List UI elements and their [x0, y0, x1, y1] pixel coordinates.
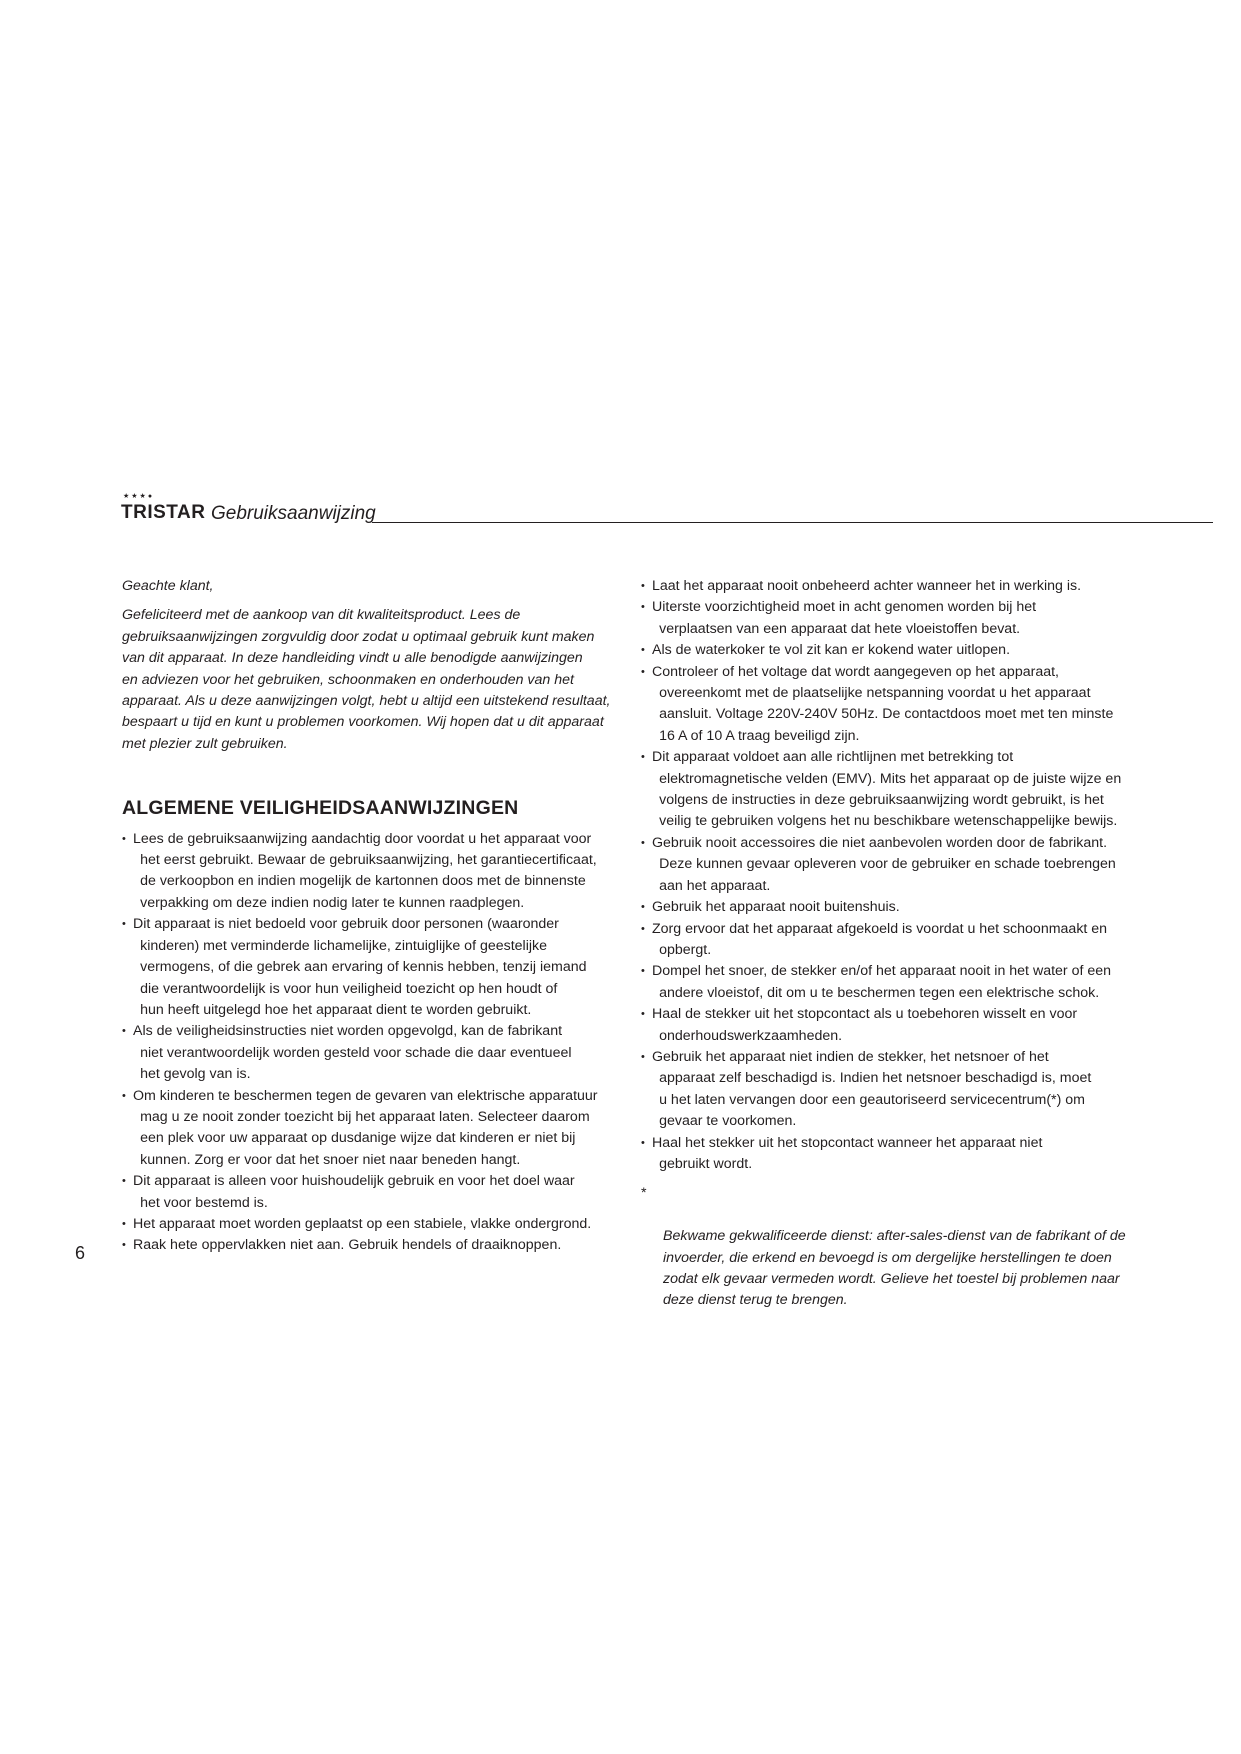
footnote-text: Bekwame gekwalificeerde dienst: after-sales-dienst van de fabrikant of de invoerder, die erkend en bevoegd is om dergelijke herstellingen te doen zodat elk gevaar vermeden wordt. Gelieve het toestel bij problemen naar deze dienst terug te brengen. — [663, 1228, 1126, 1309]
footnote — [641, 1183, 1211, 1311]
bullet-text: • Dompel het snoer, de stekker en/of het apparaat nooit in het water of een andere vloeistof, dit om u te beschermen tegen een elektrische schok. — [652, 963, 1112, 1001]
bullet-item — [122, 1214, 622, 1235]
bullet-text: • Uiterste voorzichtigheid moet in acht genomen worden bij het verplaatsen van een apparaat dat hete vloeistoffen bevat. — [652, 599, 1037, 637]
intro-paragraph: Gefeliciteerd met de aankoop van dit kwaliteitsproduct. Lees de gebruiksaanwijzingen zorgvuldig door zodat u optimaal gebruik kunt maken van dit apparaat. In deze handleiding vindt u alle benodigde aanwijzingen en adviezen voor het gebruiken, schoonmaken en onderhouden van het apparaat. Als u deze aanwijzingen volgt, hebt u altijd een uitstekend resultaat, bespaart u tijd en kunt u problemen voorkomen. Wij hopen dat u dit apparaat met plezier zult gebruiken. — [122, 607, 611, 752]
bullet-text: • Controleer of het voltage dat wordt aangegeven op het apparaat, overeenkomt met de plaatselijke netspanning voordat u het apparaat aansluit. Voltage 220V-240V 50Hz. De contactdoos moet met ten minste 16 A of 10 A traag beveiligd zijn. — [652, 663, 1114, 744]
bullet-item — [122, 1021, 622, 1085]
bullet-item — [122, 829, 622, 915]
bullet-text: • Gebruik nooit accessoires die niet aanbevolen worden door de fabrikant. Deze kunnen gevaar opleveren voor de gebruiker en schade toebrengen aan het apparaat. — [652, 834, 1116, 894]
greeting: Geachte klant, — [122, 578, 214, 594]
bullet-item — [641, 747, 1211, 833]
footnote-marker: * — [641, 1185, 647, 1202]
bullet-item — [641, 961, 1211, 1004]
right-bullet-list — [641, 576, 1211, 1175]
bullet-text: • Raak hete oppervlakken niet aan. Gebruik hendels of draaiknoppen. — [133, 1237, 562, 1254]
bullet-item — [641, 640, 1211, 661]
bullet-item — [122, 1235, 622, 1256]
bullet-item — [641, 919, 1211, 962]
bullet-item — [122, 1171, 622, 1214]
bullet-item — [641, 1133, 1211, 1176]
bullet-text: • Dit apparaat is niet bedoeld voor gebruik door personen (waaronder kinderen) met verminderde lichamelijke, zintuiglijke of geestelijke vermogens, of die gebrek aan ervaring of kennis hebben, tenzij iemand die verantwoordelijk is voor hun veiligheid toezicht op hen houdt of hun heeft uitgelegd hoe het apparaat dient te worden gebruikt. — [133, 916, 587, 1018]
bullet-text: • Gebruik het apparaat niet indien de stekker, het netsnoer of het apparaat zelf beschadigd is. Indien het netsnoer beschadigd is, moet u het laten vervangen door een geautoriseerd servicecentrum(*) om gevaar te voorkomen. — [652, 1048, 1092, 1130]
bullet-item — [641, 662, 1211, 748]
bullet-text: • Lees de gebruiksaanwijzing aandachtig door voordat u het apparaat voor het eerst gebruikt. Bewaar de gebruiksaanwijzing, het garantiecertificaat, de verkoopbon en indien mogelijk de kartonnen doos met de binnenste verpakking om deze indien nodig later te kunnen raadplegen. — [133, 830, 597, 911]
bullet-text: • Het apparaat moet worden geplaatst op een stabiele, vlakke ondergrond. — [133, 1215, 592, 1232]
bullet-text: • Dit apparaat voldoet aan alle richtlijnen met betrekking tot elektromagnetische velden (EMV). Mits het apparaat op de juiste wijze en volgens de instructies in deze gebruiksaanwijzing wordt gebruikt, is het veilig te gebruiken volgens het nu beschikbare wetenschappelijke bewijs. — [652, 749, 1122, 830]
bullet-text: • Laat het apparaat nooit onbeheerd achter wanneer het in werking is. — [652, 578, 1082, 594]
header-rule — [372, 522, 1213, 523]
section-title: ALGEMENE VEILIGHEIDSAANWIJZINGEN — [122, 797, 519, 820]
brand-logo: TRISTAR — [121, 502, 206, 523]
bullet-text: • Zorg ervoor dat het apparaat afgekoeld is voordat u het schoonmaakt en opbergt. — [652, 920, 1108, 958]
bullet-text: • Dit apparaat is alleen voor huishoudelijk gebruik en voor het doel waar het voor bestemd is. — [133, 1173, 575, 1211]
bullet-text: • Als de veiligheidsinstructies niet worden opgevolgd, kan de fabrikant niet verantwoordelijk worden gesteld voor schade die daar eventueel het gevolg van is. — [133, 1023, 572, 1083]
bullet-item — [641, 897, 1211, 918]
bullet-item — [122, 914, 622, 1021]
header-title: Gebruiksaanwijzing — [211, 503, 376, 524]
logo-stars-icon: ★★★● — [123, 493, 155, 500]
bullet-item — [641, 1047, 1211, 1133]
right-column — [641, 576, 1211, 1312]
page-header — [121, 493, 1213, 530]
bullet-text: • Als de waterkoker te vol zit kan er kokend water uitlopen. — [652, 642, 1011, 659]
bullet-text: • Gebruik het apparaat nooit buitenshuis. — [652, 899, 900, 916]
page-number: 6 — [75, 1243, 86, 1263]
bullet-item — [641, 833, 1211, 897]
bullet-text: • Haal het stekker uit het stopcontact wanneer het apparaat niet gebruikt wordt. — [652, 1134, 1043, 1172]
left-column — [122, 576, 622, 1257]
bullet-item — [641, 597, 1211, 640]
bullet-item — [122, 1086, 622, 1172]
left-bullet-list — [122, 829, 622, 1257]
bullet-text: • Om kinderen te beschermen tegen de gevaren van elektrische apparatuur mag u ze nooit zonder toezicht bij het apparaat laten. Selecteer daarom een plek voor uw apparaat op dusdanige wijze dat kinderen er niet bij kunnen. Zorg er voor dat het snoer niet naar beneden hangt. — [133, 1087, 598, 1168]
bullet-item — [641, 576, 1211, 597]
bullet-text: • Haal de stekker uit het stopcontact als u toebehoren wisselt en voor onderhoudswerkzaamheden. — [652, 1006, 1078, 1044]
bullet-item — [641, 1004, 1211, 1047]
